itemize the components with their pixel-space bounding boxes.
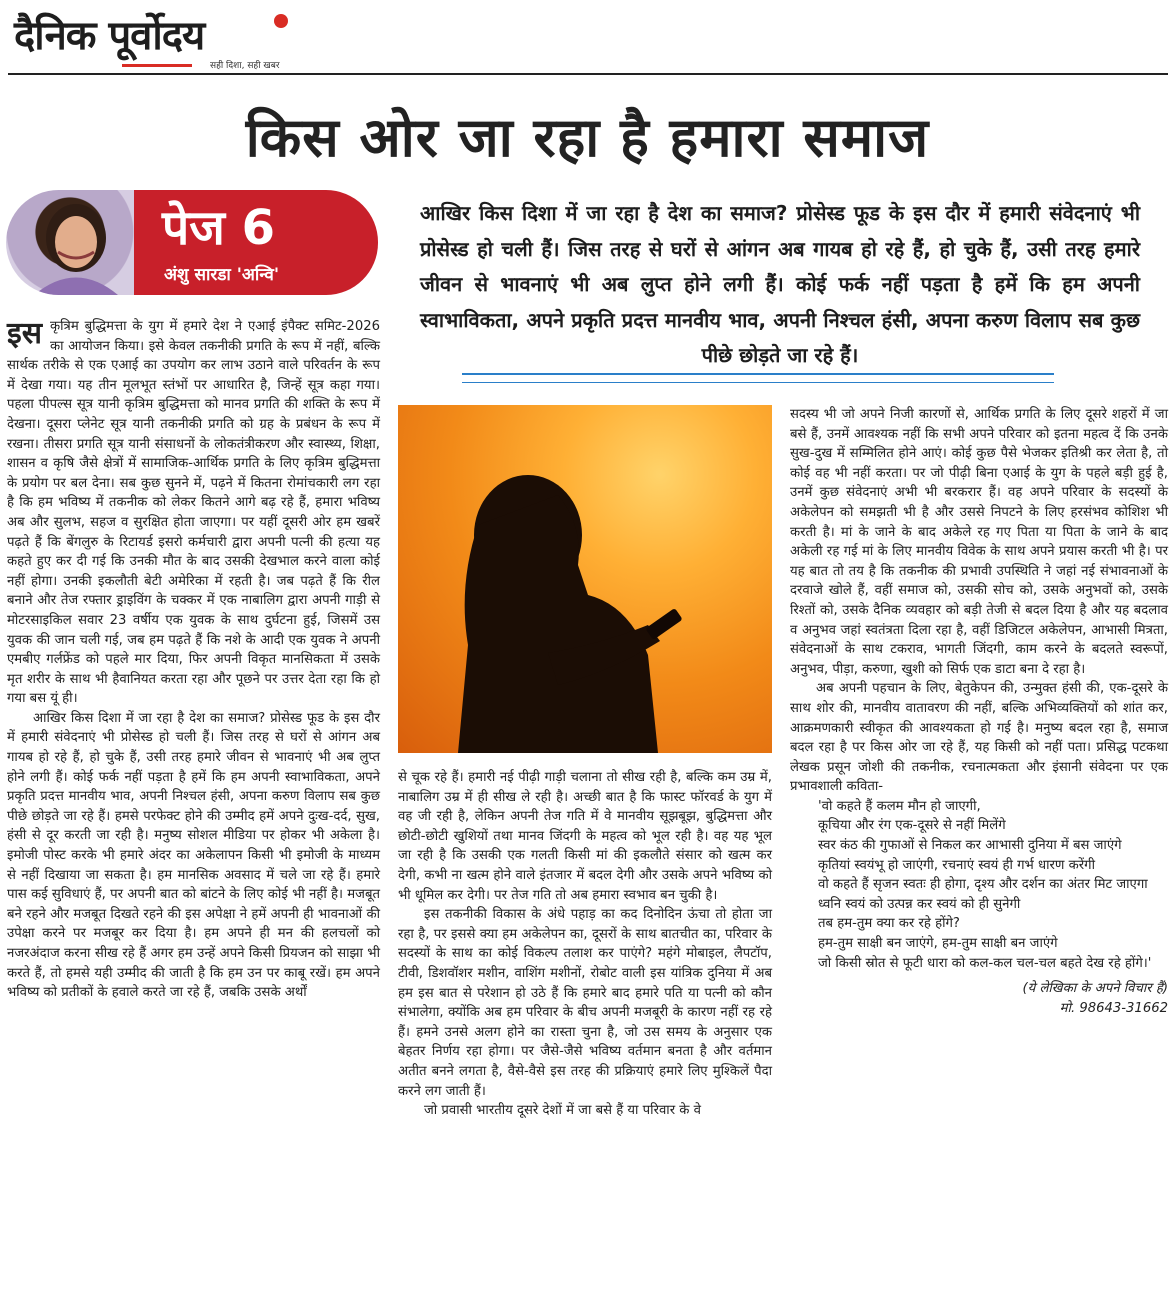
author-photo (6, 190, 134, 295)
article-column-2 (398, 768, 772, 1121)
standfirst-rule-thin (462, 382, 1054, 383)
poem-line: कूचिया और रंग एक-दूसरे से नहीं मिलेंगे (818, 818, 1006, 834)
standfirst: आखिर किस दिशा में जा रहा है देश का समाज? प्रोसेस्ड फूड के इस दौर में हमारी संवेदनाएं भी प्रोसेस्ड हो चली हैं। जिस तरह से घरों से आंगन अब गायब हो रहे हैं, हो चुके हैं, उसी तरह हमारे जीवन से भावनाएं भी अब लुप्त होने लगी हैं। कोई फर्क नहीं पड़ता है हमें कि हम अपनी स्वाभाविकता, अपने प्रकृति प्रदत्त मानवीय भाव, अपनी निश्चल हंसी, अपना करुण विलाप सब कुछ पीछे छोड़ते जा रहे हैं। (420, 201, 1140, 367)
author-phone: मो. 98643-31662 (1059, 1000, 1168, 1016)
masthead-logo (12, 6, 287, 72)
poem-line: स्वर कंठ की गुफाओं से निकल कर आभासी दुनिया में बस जाएंगे (818, 838, 1122, 854)
silhouette-phone-icon (398, 405, 772, 753)
article-paragraph: इस तकनीकी विकास के अंधे पहाड़ का कद दिनोदिन ऊंचा तो होता जा रहा है, पर इससे क्या हम अकेलेपन का, दूसरों के साथ बातचीत का, परिवार के सदस्यों के साथ का कोई विकल्प तलाश कर पाएंगे? महंगे मोबाइल, लैपटॉप, टीवी, डिशवॉशर मशीन, वाशिंग मशीनों, रोबोट वाली इस यांत्रिक दुनिया में अब हम इस बात से परेशान हो उठे हैं कि हमारे बाद हमारे पति या पत्नी को कौन संभालेगा, क्योंकि अब हम परिवार के बीच अपनी मजबूरी के कारण नहीं रह रहे हैं। हमने उनसे अलग होने का रास्ता चुना है, जो उस समय के अनुसार एक बेहतर निर्णय रहा होगा। पर जैसे-जैसे भविष्य वर्तमान बनता है और वर्तमान अतीत बनने लगता है, वैसे-वैसे इस तरह की प्रक्रियाएं हमारे लिए मुश्किलें पैदा करने लग जाती हैं। (398, 907, 772, 1099)
article-paragraph: इस कृत्रिम बुद्धिमत्ता के युग में हमारे देश ने एआई इंपैक्ट समिट-2026 का आयोजन किया। इसे केवल तकनीकी प्रगति के रूप में नहीं, बल्कि सार्थक तरीके से एक एआई का उपयोग कर लाभ उठाने वाले परिवर्तन के रूप में देखा गया। यह तीन मूलभूत स्तंभों पर आधारित है, जिन्हें सूत्र कहा गया। पहला पीपल्स सूत्र यानी कृत्रिम बुद्धिमत्ता को मानव प्रगति की शक्ति के रूप में देखना। दूसरा प्लेनेट सूत्र यानी तकनीकी प्रगति को ग्रह के प्रबंधन के रूप में रखना। तीसरा प्रगति सूत्र यानी संसाधनों के लोकतंत्रीकरण और स्वास्थ्य, शिक्षा, शासन व कृषि जैसे क्षेत्रों में सामाजिक-आर्थिक प्रगति के लिए कृत्रिम बुद्धिमत्ता के प्रयोग पर बल देना। सब कुछ सुनने में, पढ़ने में कितना रोमांचकारी लग रहा है कि हम भविष्य में तकनीक को लेकर कितने आगे बढ़ रहे हैं, हमारा भविष्य अब और सुलभ, सहज व सुरक्षित होता जाएगा। पर यहीं दूसरी ओर हम खबरें पढ़ते हैं कि बेंगलुरु के रिटायर्ड इसरो कर्मचारी द्वारा अपनी पत्नी की हत्या यह कहते हुए कर दी गई कि उनकी मौत के बाद उसकी देखभाल करने वाला कोई नहीं होगा। उनकी इकलौती बेटी अमेरिका में रहती है। जब पढ़ते हैं कि रील बनाने और तेज रफ्तार ड्राइविंग के चक्कर में एक नाबालिग द्वारा अपनी गाड़ी से मोटरसाइकिल सवार 23 वर्षीय एक युवक के साथ दुर्घटना हुई, जिसमें उस युवक की जान चली गई, जब हम पढ़ते हैं कि नशे के आदी एक युवक ने अपनी एमबीए गर्लफ्रेंड को पहले मार दिया, फिर अपनी विकृत मानसिकता में उसके मृत शरीर के साथ भी हैवानियत करता रहा और पूछने पर उत्तर देता रहा कि हो गया बस यूं ही। (7, 316, 380, 707)
article-column-1 (7, 317, 380, 1003)
newspaper-name: दैनिक पूर्वोदय (14, 13, 205, 59)
article-column-3 (790, 405, 1168, 1018)
article-paragraph: आखिर किस दिशा में जा रहा है देश का समाज? प्रोसेस्ड फूड के इस दौर में हमारी संवेदनाएं भी प्रोसेस्ड हो चली हैं। जिस तरह से घरों से आंगन अब गायब हो रहे हैं, हो चुके हैं, उसी तरह हमारे जीवन से भावनाएं भी अब लुप्त होने लगी हैं। कोई फर्क नहीं पड़ता है हमें कि हम अपनी स्वाभाविकता, अपने प्रकृति प्रदत्त मानवीय भाव, अपनी निश्चल हंसी, अपना करुण विलाप सब कुछ पीछे छोड़ते जा रहे हैं। हमसे परफेक्ट होने की उम्मीद हमें अपने दुःख-दर्द, सुख, हंसी से दूर करती जा रही है। मनुष्य सोशल मीडिया पर होकर भी अकेला है। इमोजी पोस्ट करके भी हमारे अंदर का अकेलापन किसी भी इमोजी के माध्यम से नहीं दिखाया जा सकता है। हम मानसिक अवसाद में चले जा रहे हैं। हमारे पास कई सुविधाएं हैं, पर अपनी बात को बांटने के लिए कोई भी नहीं है। मजबूत बने रहने और मजबूत दिखते रहने की इस अपेक्षा ने हमें अपनी ही भावनाओं की उपेक्षा करने पर मजबूर कर दिया है। हम अपने ही मन की हलचलों को नजरअंदाज करना सीख रहे हैं अगर हम उन्हें अपने किसी प्रियजन को साझा भी करते हैं, तो हमसे यही उम्मीद की जाती है कि हम उन पर काबू रखें। हम अपने भविष्य को प्रतीकों के हवाले करते जा रहे हैं, जबकि उसके अर्थों (7, 710, 380, 1001)
poem-line: वो कहते हैं सृजन स्वतः ही होगा, दृश्य और दर्शन का अंतर मिट जाएगा (818, 877, 1148, 893)
logo-underline (122, 64, 192, 67)
poem-line: जो किसी स्रोत से फूटी धारा को कल-कल चल-चल बहते देख रहे होंगे।' (818, 955, 1152, 971)
article-headline: किस ओर जा रहा है हमारा समाज (245, 106, 930, 169)
author-name: अंशु सारडा 'अन्वि' (164, 265, 280, 285)
standfirst-rule (462, 373, 1054, 375)
page-label: पेज 6 (162, 200, 275, 256)
dropcap: इस (7, 316, 43, 351)
article-paragraph: सदस्य भी जो अपने निजी कारणों से, आर्थिक प्रगति के लिए दूसरे शहरों में जा बसे हैं, उनमें आवश्यक नहीं कि सभी अपने परिवार को इतना महत्व दें कि उनके सुख-दुख में सम्मिलित होने आएं। कोई कुछ पैसे भेजकर इतिश्री कर लेता है, तो कोई वह भी नहीं करता। पर जो पीढ़ी बिना एआई के युग के पहले बड़ी हुई है, उनमें कुछ संवेदनाएं अभी भी बरकरार हैं। वह अपने परिवार के सदस्यों के अकेलेपन को समझती भी है और उससे निपटने के लिए हरसंभव कोशिश भी करती है। मां के जाने के बाद अकेले रह गए पिता या पिता के जाने के बाद अकेली रह गई मां के लिए मानवीय विवेक के साथ अपने प्रयास करती भी है। पर यह बात तो तय है कि तकनीक की प्रभावी उपस्थिति ने जहां नई संभावनाओं के दरवाजे खोले हैं, वहीं समाज को, उसकी सोच को, उसके अनुभवों को, उसके रिश्तों को, उसके दैनिक व्यवहार को बड़ी तेजी से बदल दिया है और यह बदलाव व अनुभव जहां स्वतंत्रता दिला रहा है, वहीं डिजिटल अकेलेपन, आभासी मित्रता, संवेदनाओं के साथ टकराव, भागती जिंदगी, काम करने के बदलते स्वरूपों, अनुभव, पीड़ा, करुणा, खुशी को सिर्फ एक डाटा बना दे रहा है। (790, 407, 1168, 677)
poem-line: हम-तुम साक्षी बन जाएंगे, हम-तुम साक्षी बन जाएंगे (818, 936, 1058, 952)
poem-line: 'वो कहते हैं कलम मौन हो जाएगी, (818, 798, 981, 814)
article-paragraph: से चूक रहे हैं। हमारी नई पीढ़ी गाड़ी चलाना तो सीख रही है, बल्कि कम उम्र में, नाबालिग उम्र में ही सीख ले रही है। अच्छी बात है कि फास्ट फॉरवर्ड के युग में वह जी रही है, लेकिन अपनी तेज गति में वे मानवीय सूझबूझ, बुद्धिमत्ता और छोटी-छोटी खुशियों तथा मानव जिंदगी के महत्व को भूल रही है। वह यह भूल जा रही है कि उसकी एक गलती किसी मां की इकलौते संसार को खत्म कर देगी, कभी ना खत्म होने वाले इंतजार में बदल देगी और उसके अपने भविष्य को भी धूमिल कर देगी। पर तेज गति तो अब हमारा स्वभाव बन चुकी है। (398, 770, 772, 903)
page-badge (134, 190, 378, 295)
poem-line: ध्वनि स्वयं को उत्पन्न कर स्वयं को ही सुनेगी (818, 896, 1021, 912)
masthead-rule (8, 73, 1168, 75)
author-portrait-icon (6, 190, 134, 295)
article-paragraph: अब अपनी पहचान के लिए, बेतुकेपन की, उन्मुक्त हंसी की, एक-दूसरे के साथ शोर की, मानवीय वातावरण की नहीं, बल्कि अभिव्यक्तियों को शांत कर, आक्रमणकारी स्वीकृत की आवश्यकता हो गई है। मनुष्य बदल रहा है, समाज बदल रहा है पर किस ओर जा रहे हैं, यह किसी को नहीं पता। प्रसिद्ध पटकथा लेखक प्रसून जोशी की तकनीक, रचनात्मकता और इंसानी संवेदना पर एक प्रभावशाली कविता- (790, 681, 1168, 795)
article-paragraph: जो प्रवासी भारतीय दूसरे देशों में जा बसे हैं या परिवार के वे (424, 1103, 701, 1119)
poem-line: कृतियां स्वयंभू हो जाएंगी, रचनाएं स्वयं ही गर्भ धारण करेंगी (818, 857, 1096, 873)
author-note: (ये लेखिका के अपने विचार हैं) (1022, 981, 1168, 997)
article-photo (398, 405, 772, 753)
poem (790, 797, 1168, 973)
newspaper-tagline: सही दिशा, सही खबर (210, 61, 280, 71)
poem-line: तब हम-तुम क्या कर रहे होंगे? (818, 916, 960, 932)
logo-dot-icon (274, 14, 288, 28)
